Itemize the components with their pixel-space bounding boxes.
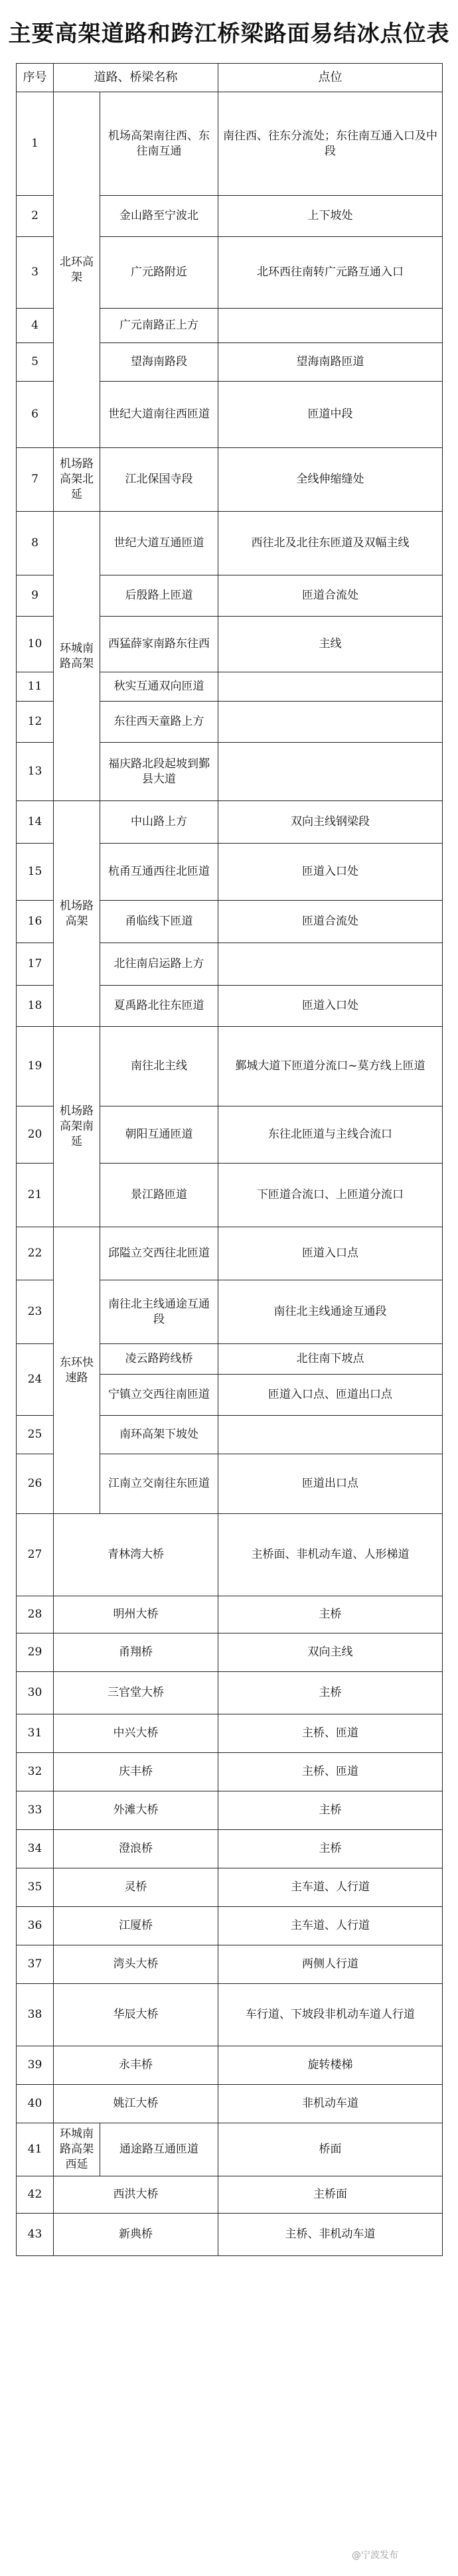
- bridge-name: 华辰大桥: [54, 1984, 218, 2046]
- bridge-name: 明州大桥: [54, 1596, 218, 1633]
- icing-point: 匝道入口点: [218, 1227, 443, 1280]
- table-row: [17, 1907, 443, 1945]
- icing-point: 匝道入口处: [218, 986, 443, 1027]
- bridge-name: 庆丰桥: [54, 1753, 218, 1791]
- bridge-name: 中兴大桥: [54, 1714, 218, 1753]
- road-name: 广元南路正上方: [100, 309, 218, 343]
- icing-point: 两侧人行道: [218, 1945, 443, 1984]
- table-row: [17, 1633, 443, 1672]
- icing-point: 主桥、非机动车道: [218, 2214, 443, 2256]
- row-number: 5: [17, 343, 54, 382]
- row-number: 18: [17, 986, 54, 1027]
- row-number: 23: [17, 1280, 54, 1344]
- icing-point: 东往北匝道与主线合流口: [218, 1106, 443, 1164]
- icing-point: 主车道、人行道: [218, 1907, 443, 1945]
- table-row: [17, 1714, 443, 1753]
- road-name: 中山路上方: [100, 801, 218, 844]
- table-header-row: [17, 64, 443, 92]
- row-number: 28: [17, 1596, 54, 1633]
- row-number: 15: [17, 844, 54, 901]
- row-number: 22: [17, 1227, 54, 1280]
- table-row: [17, 1753, 443, 1791]
- table-row: [17, 801, 443, 844]
- row-number: 26: [17, 1454, 54, 1514]
- icing-point: 旋转楼梯: [218, 2046, 443, 2085]
- table-row: [17, 2214, 443, 2256]
- road-name: 世纪大道互通匝道: [100, 512, 218, 575]
- road-name: 广元路附近: [100, 237, 218, 309]
- row-number: 35: [17, 1868, 54, 1907]
- row-number: 32: [17, 1753, 54, 1791]
- icing-point: [218, 309, 443, 343]
- row-number: 31: [17, 1714, 54, 1753]
- row-number: 8: [17, 512, 54, 575]
- icing-point: [218, 1416, 443, 1454]
- group-name: 机场路高架: [54, 801, 100, 1027]
- icing-point: [218, 943, 443, 986]
- table-row: [17, 1830, 443, 1868]
- header-no: 序号: [17, 64, 54, 92]
- table-body: [17, 92, 443, 2256]
- row-number: 29: [17, 1633, 54, 1672]
- row-number: 4: [17, 309, 54, 343]
- icing-point: 主桥、匝道: [218, 1714, 443, 1753]
- icing-point: 车行道、下坡段非机动车道人行道: [218, 1984, 443, 2046]
- table-row: [17, 1672, 443, 1714]
- icing-point: 主桥: [218, 1791, 443, 1830]
- table-row: [17, 2123, 443, 2176]
- bridge-name: 青林湾大桥: [54, 1514, 218, 1596]
- bridge-name: 姚江大桥: [54, 2085, 218, 2123]
- row-number: 1: [17, 92, 54, 196]
- bridge-name: 三官堂大桥: [54, 1672, 218, 1714]
- row-number: 6: [17, 382, 54, 448]
- table-row: [17, 512, 443, 575]
- icing-point: 主桥: [218, 1672, 443, 1714]
- row-number: 27: [17, 1514, 54, 1596]
- row-number: 39: [17, 2046, 54, 2085]
- row-number: 36: [17, 1907, 54, 1945]
- road-name: 通途路互通匝道: [100, 2123, 218, 2176]
- road-name: 福庆路北段起坡到鄞县大道: [100, 743, 218, 801]
- road-name: 东往西天童路上方: [100, 702, 218, 743]
- bridge-name: 甬翔桥: [54, 1633, 218, 1672]
- row-number: 21: [17, 1164, 54, 1227]
- bridge-name: 湾头大桥: [54, 1945, 218, 1984]
- page-title: 主要高架道路和跨江桥梁路面易结冰点位表: [8, 21, 450, 47]
- icing-point: 主车道、人行道: [218, 1868, 443, 1907]
- watermark: @宁波发布: [352, 2550, 398, 2561]
- road-name: 机场高架南往西、东往南互通: [100, 92, 218, 196]
- icing-point: 匝道入口处: [218, 844, 443, 901]
- bridge-name: 永丰桥: [54, 2046, 218, 2085]
- bridge-name: 灵桥: [54, 1868, 218, 1907]
- road-name: 朝阳互通匝道: [100, 1106, 218, 1164]
- table-row: [17, 1984, 443, 2046]
- icing-point: 鄞城大道下匝道分流口~莫方线上匝道: [218, 1027, 443, 1106]
- table-row: [17, 1596, 443, 1633]
- row-number: 11: [17, 672, 54, 702]
- icing-point: 下匝道合流口、上匝道分流口: [218, 1164, 443, 1227]
- road-name: 北往南启运路上方: [100, 943, 218, 986]
- row-number: 24: [17, 1344, 54, 1416]
- table-row: [17, 1027, 443, 1106]
- row-number: 33: [17, 1791, 54, 1830]
- road-name: 金山路至宁波北: [100, 196, 218, 237]
- road-name: 世纪大道南往西匝道: [100, 382, 218, 448]
- row-number: 30: [17, 1672, 54, 1714]
- icing-point: 西往北及北往东匝道及双幅主线: [218, 512, 443, 575]
- row-number: 13: [17, 743, 54, 801]
- icing-point: 主桥面、非机动车道、人形梯道: [218, 1514, 443, 1596]
- road-name: 夏禹路北往东匝道: [100, 986, 218, 1027]
- row-number: 14: [17, 801, 54, 844]
- icing-point: 非机动车道: [218, 2085, 443, 2123]
- icing-point: 全线伸缩缝处: [218, 448, 443, 512]
- row-number: 2: [17, 196, 54, 237]
- table-row: [17, 1868, 443, 1907]
- row-number: 42: [17, 2176, 54, 2214]
- row-number: 17: [17, 943, 54, 986]
- group-name: 机场路高架北延: [54, 448, 100, 512]
- row-number: 3: [17, 237, 54, 309]
- icing-point: 上下坡处: [218, 196, 443, 237]
- icing-point: 双向主线: [218, 1633, 443, 1672]
- road-name: 南往北主线: [100, 1027, 218, 1106]
- icing-point: 望海南路匝道: [218, 343, 443, 382]
- row-number: 40: [17, 2085, 54, 2123]
- icing-point: 主桥: [218, 1830, 443, 1868]
- bridge-name: 新典桥: [54, 2214, 218, 2256]
- road-name: 凌云路跨线桥: [100, 1344, 218, 1375]
- row-number: 25: [17, 1416, 54, 1454]
- road-name: 江北保国寺段: [100, 448, 218, 512]
- road-name: 甬临线下匝道: [100, 901, 218, 943]
- table-row: [17, 1227, 443, 1280]
- row-number: 37: [17, 1945, 54, 1984]
- icing-point: [218, 743, 443, 801]
- bridge-name: 外滩大桥: [54, 1791, 218, 1830]
- icing-point: 南往西、往东分流处；东往南互通入口及中段: [218, 92, 443, 196]
- icing-point: 桥面: [218, 2123, 443, 2176]
- row-number: 12: [17, 702, 54, 743]
- road-name: 望海南路段: [100, 343, 218, 382]
- row-number: 19: [17, 1027, 54, 1106]
- icing-point: 匝道出口点: [218, 1454, 443, 1514]
- road-name: 邱隘立交西往北匝道: [100, 1227, 218, 1280]
- row-number: 41: [17, 2123, 54, 2176]
- road-name: 后殷路上匝道: [100, 575, 218, 617]
- icing-point: 匝道入口点、匝道出口点: [218, 1375, 443, 1416]
- table-row: [17, 448, 443, 512]
- icing-point: [218, 672, 443, 702]
- icing-point: 匝道合流处: [218, 901, 443, 943]
- road-name: 秋实互通双向匝道: [100, 672, 218, 702]
- group-name: 东环快速路: [54, 1227, 100, 1514]
- road-name: 南环高架下坡处: [100, 1416, 218, 1454]
- row-number: 16: [17, 901, 54, 943]
- row-number: 34: [17, 1830, 54, 1868]
- road-name: 江南立交南往东匝道: [100, 1454, 218, 1514]
- icing-point: 主桥: [218, 1596, 443, 1633]
- row-number: 7: [17, 448, 54, 512]
- group-name: 环城南路高架西延: [54, 2123, 100, 2176]
- table-row: [17, 1945, 443, 1984]
- group-name: 机场路高架南延: [54, 1027, 100, 1227]
- row-number: 43: [17, 2214, 54, 2256]
- icing-point: 匝道中段: [218, 382, 443, 448]
- road-name: 西猛薛家南路东往西: [100, 617, 218, 672]
- row-number: 38: [17, 1984, 54, 2046]
- row-number: 9: [17, 575, 54, 617]
- icing-point: 北往南下坡点: [218, 1344, 443, 1375]
- table-row: [17, 92, 443, 196]
- road-name: 杭甬互通西往北匝道: [100, 844, 218, 901]
- bridge-name: 澄浪桥: [54, 1830, 218, 1868]
- icing-point: 匝道合流处: [218, 575, 443, 617]
- icing-point: 主线: [218, 617, 443, 672]
- row-number: 10: [17, 617, 54, 672]
- table-row: [17, 1514, 443, 1596]
- header-road: 道路、桥梁名称: [54, 64, 218, 92]
- road-name: 宁镇立交西往南匝道: [100, 1375, 218, 1416]
- bridge-name: 西洪大桥: [54, 2176, 218, 2214]
- table-row: [17, 2176, 443, 2214]
- road-name: 南往北主线通途互通段: [100, 1280, 218, 1344]
- icing-point: 南往北主线通途互通段: [218, 1280, 443, 1344]
- header-point: 点位: [218, 64, 443, 92]
- icing-points-table: [16, 63, 443, 2256]
- table-row: [17, 1791, 443, 1830]
- group-name: 北环高架: [54, 92, 100, 448]
- icing-point: 双向主线钢梁段: [218, 801, 443, 844]
- icing-point: 主桥面: [218, 2176, 443, 2214]
- road-name: 景江路匝道: [100, 1164, 218, 1227]
- table-row: [17, 2085, 443, 2123]
- icing-point: [218, 702, 443, 743]
- bridge-name: 江厦桥: [54, 1907, 218, 1945]
- icing-point: 北环西往南转广元路互通入口: [218, 237, 443, 309]
- row-number: 20: [17, 1106, 54, 1164]
- icing-point: 主桥、匝道: [218, 1753, 443, 1791]
- group-name: 环城南路高架: [54, 512, 100, 801]
- table-row: [17, 2046, 443, 2085]
